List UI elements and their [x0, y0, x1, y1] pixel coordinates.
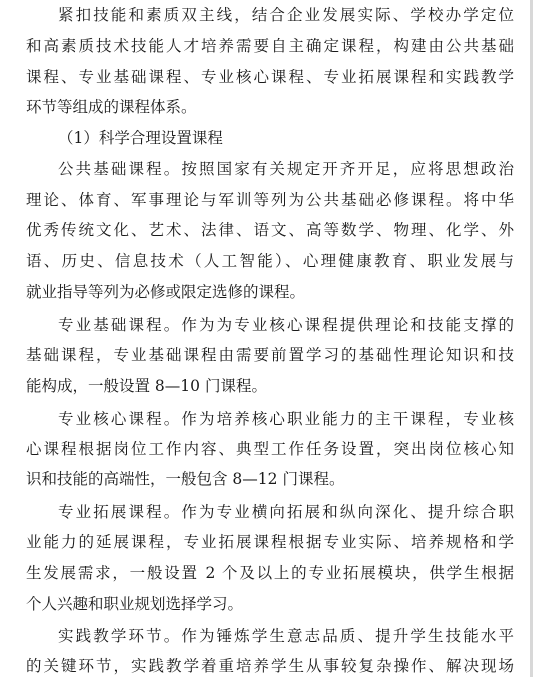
- text-line: 理论、体育、军事理论与军训等列为公共基础必修课程。将中华: [26, 191, 514, 209]
- text-line: 能构成，一般设置 8—10 门课程。: [26, 377, 267, 395]
- text-line: 环节等组成的课程体系。: [26, 98, 197, 116]
- text-line: 专业基础课程。作为为专业核心课程提供理论和技能支撑的: [58, 316, 514, 334]
- text-line: 个人兴趣和职业规划选择学习。: [26, 595, 244, 613]
- text-line: 专业拓展课程。作为专业横向拓展和纵向深化、提升综合职: [58, 503, 514, 521]
- text-line: 课程、专业基础课程、专业核心课程、专业拓展课程和实践教学: [26, 68, 514, 86]
- text-line: 优秀传统文化、艺术、法律、语文、高等数学、物理、化学、外: [26, 221, 514, 239]
- section-heading: （1）科学合理设置课程: [58, 129, 223, 147]
- text-line: 业能力的延展课程，专业拓展课程根据专业实际、培养规格和学: [26, 533, 514, 551]
- text-line: 紧扣技能和素质双主线，结合企业发展实际、学校办学定位: [58, 6, 514, 24]
- text-line: 语、历史、信息技术（人工智能）、心理健康教育、职业发展与: [26, 252, 514, 270]
- text-line: 公共基础课程。按照国家有关规定开齐开足，应将思想政治: [58, 160, 514, 178]
- text-line: 基础课程，专业基础课程由需要前置学习的基础性理论知识和技: [26, 346, 514, 364]
- text-line: 就业指导等列为必修或限定选修的课程。: [26, 283, 306, 301]
- text-line: 识和技能的高端性，一般包含 8—12 门课程。: [26, 470, 345, 488]
- text-line: 的关键环节，实践教学着重培养学生从事较复杂操作、解决现场: [26, 657, 514, 675]
- text-line: 实践教学环节。作为锤炼学生意志品质、提升学生技能水平: [58, 627, 514, 645]
- text-line: 专业核心课程。作为培养核心职业能力的主干课程，专业核: [58, 410, 514, 428]
- text-line: 生发展需求，一般设置 2 个及以上的专业拓展模块，供学生根据: [26, 564, 514, 582]
- text-line: 和高素质技术技能人才培养需要自主确定课程，构建由公共基础: [26, 37, 514, 55]
- text-line: 心课程根据岗位工作内容、典型工作任务设置，突出岗位核心知: [26, 440, 514, 458]
